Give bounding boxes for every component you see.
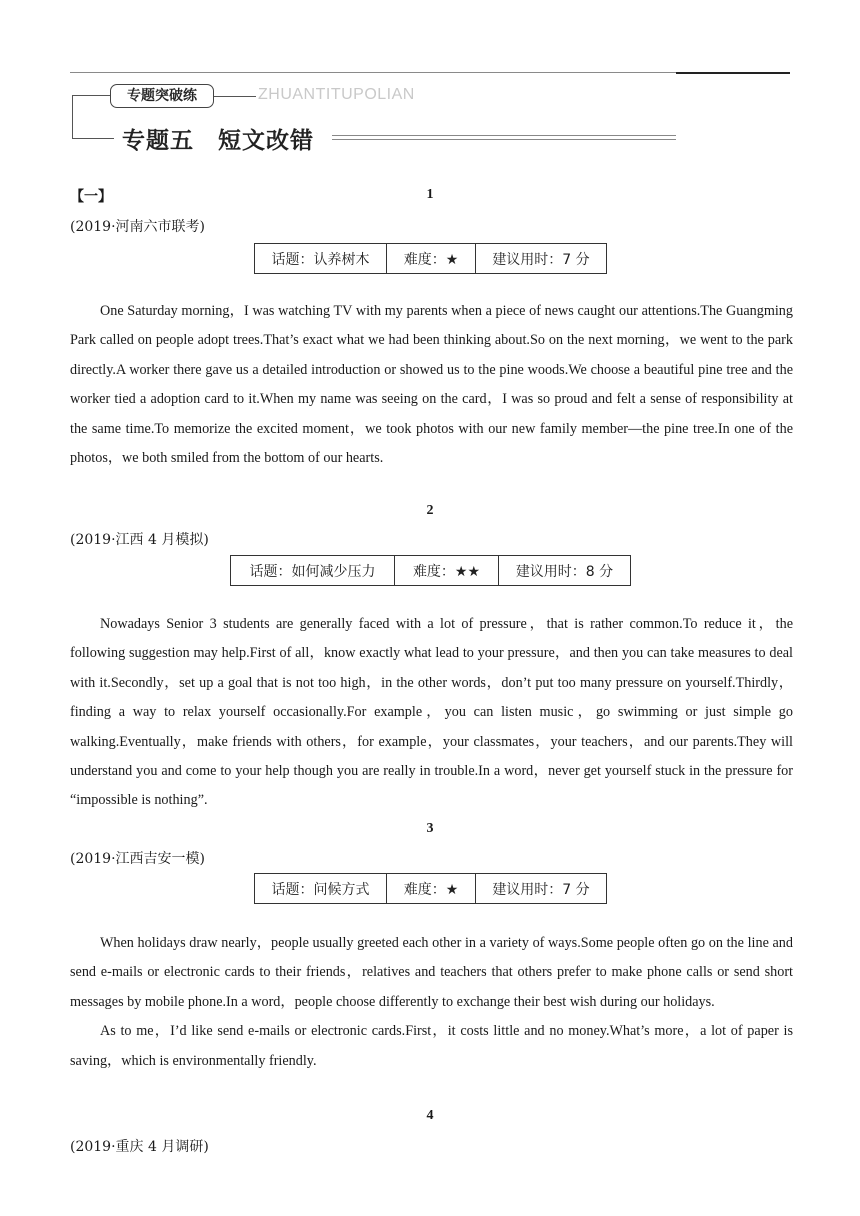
time-cell: 建议用时：7 分 bbox=[476, 874, 607, 904]
exercise-source: (2019·江西吉安一模) bbox=[70, 851, 206, 867]
exercise-info-table bbox=[230, 555, 631, 586]
difficulty-cell: 难度：★★ bbox=[395, 556, 499, 586]
header-tab-connector bbox=[214, 96, 256, 97]
exercise-number: 4 bbox=[426, 1108, 434, 1123]
exercise-number: 2 bbox=[426, 503, 434, 518]
exercise-source: (2019·河南六市联考) bbox=[70, 219, 206, 235]
exercise-info-table bbox=[254, 243, 607, 274]
exercise-number: 3 bbox=[426, 821, 434, 836]
time-cell: 建议用时：8 分 bbox=[499, 556, 631, 586]
title-double-rule-top bbox=[332, 135, 676, 136]
exercise-source: (2019·江西 4 月模拟) bbox=[70, 532, 209, 548]
passage-paragraph: When holidays draw nearly，people usually greeted each other in a variety of ways.Some people often go on the line and send e-mails or electronic cards to their friends，relatives and teachers that others prefer to make phone calls or send short messages by mobile phone.In a word，people choose differently to exchange their best wish during our holidays. bbox=[70, 935, 793, 1010]
passage-paragraph: As to me，I’d like send e-mails or electronic cards.First，it costs little and no money.What’s more，a lot of paper is saving，which is environmentally friendly. bbox=[70, 1023, 793, 1069]
header-bracket-bottom bbox=[72, 138, 114, 139]
header-tab-label: 专题突破练 bbox=[110, 84, 214, 108]
page-title: 专题五 短文改错 bbox=[122, 128, 314, 154]
passage-paragraph: Nowadays Senior 3 students are generally faced with a lot of pressure，that is rather common.To reduce it，the following suggestion may help.First of all，know exactly what lead to your pressure，and then you can take measures to deal with it.Secondly，set up a goal that is not too high，in the other words，don’t put too many pressure on yourself.Thirdly，finding a way to relax yourself occasionally.For example，you can listen music，go swimming or just simple go walking.Eventually，make friends with others，for example，your classmates，your teachers，and our parents.They will understand you and come to your help though you are really in trouble.In a word，never get yourself stuck in the pressure for “impossible is nothing”. bbox=[70, 616, 793, 809]
topic-cell: 话题：认养树木 bbox=[255, 244, 387, 274]
section-label: 【一】 bbox=[70, 189, 112, 205]
exercise-passage bbox=[70, 297, 793, 473]
header-pinyin: ZHUANTITUPOLIAN bbox=[258, 86, 415, 103]
top-rule bbox=[70, 72, 676, 73]
time-cell: 建议用时：7 分 bbox=[476, 244, 607, 274]
exercise-info-table bbox=[254, 873, 607, 904]
exercise-passage bbox=[70, 610, 793, 816]
passage-paragraph: One Saturday morning，I was watching TV with my parents when a piece of news caught our attentions.The Guangming Park called on people adopt trees.That’s exact what we had been thinking about.So on the next morning，we went to the park directly.A worker there gave us a detailed introduction or showed us to the pine woods.We choose a beautiful pine tree and the worker tied a adoption card to it.When my name was seeing on the card，I was so proud and felt a sense of responsibility at the same time.To memorize the excited moment，we took photos with our new family member—the pine tree.In one of the photos，we both smiled from the bottom of our hearts. bbox=[70, 303, 793, 467]
header-bracket-line bbox=[72, 95, 73, 139]
topic-cell: 话题：问候方式 bbox=[255, 874, 387, 904]
title-double-rule-bottom bbox=[332, 139, 676, 140]
difficulty-cell: 难度：★ bbox=[387, 244, 476, 274]
top-rule-accent bbox=[676, 72, 790, 74]
exercise-number: 1 bbox=[426, 187, 434, 202]
header-bracket-top bbox=[72, 95, 110, 96]
topic-cell: 话题：如何减少压力 bbox=[231, 556, 395, 586]
difficulty-cell: 难度：★ bbox=[387, 874, 476, 904]
exercise-passage bbox=[70, 929, 793, 1076]
exercise-source: (2019·重庆 4 月调研) bbox=[70, 1139, 209, 1155]
